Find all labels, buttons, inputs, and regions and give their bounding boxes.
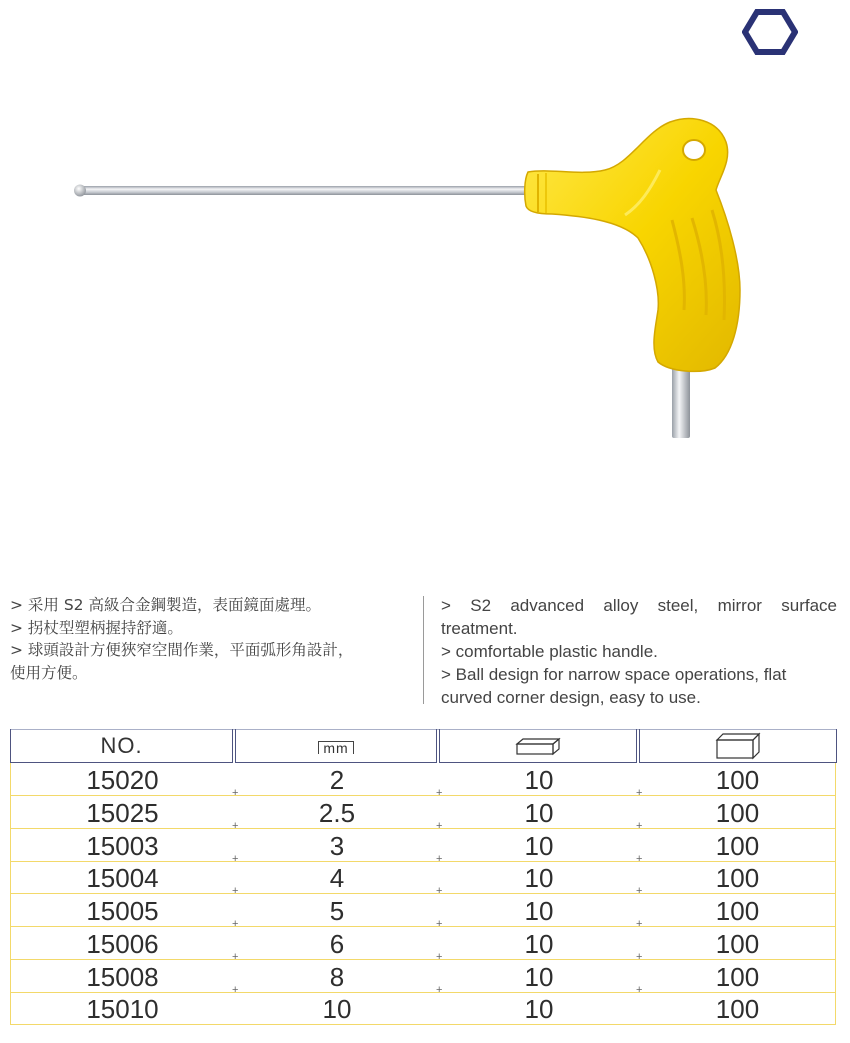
grid-plus-mark: + xyxy=(232,918,239,930)
header-mm-label: mm xyxy=(318,741,353,754)
header-inner-box xyxy=(439,729,637,763)
desc-en-line: > S2 advanced alloy steel, mirror surface xyxy=(441,596,837,615)
cell-mm: 6 xyxy=(329,928,345,959)
desc-en-line: curved corner design, easy to use. xyxy=(441,688,701,707)
cell-mm: 8 xyxy=(329,961,345,992)
desc-zh-line: > 球頭設計方便狹窄空間作業，平面弧形角設計， xyxy=(10,641,354,659)
cell-no: 15006 xyxy=(86,928,159,959)
desc-zh-line: 使用方便。 xyxy=(10,663,88,682)
grid-plus-mark: + xyxy=(232,852,239,865)
table-row xyxy=(10,861,836,898)
grid-plus-mark: + xyxy=(436,983,443,996)
table-row xyxy=(10,960,836,996)
cell-mm: 2 xyxy=(329,765,345,795)
cell-inner: 10 xyxy=(524,994,554,1025)
cell-inner: 10 xyxy=(524,896,554,926)
table-row xyxy=(10,763,836,799)
header-outer-carton xyxy=(639,729,837,763)
table-row xyxy=(10,829,836,865)
cell-inner: 10 xyxy=(524,928,554,959)
cell-outer: 100 xyxy=(715,928,760,959)
cell-no: 15004 xyxy=(86,863,159,894)
header-no xyxy=(10,729,233,763)
grid-plus-mark: + xyxy=(636,950,643,963)
hexagon-icon xyxy=(742,8,798,56)
cell-outer: 100 xyxy=(715,994,760,1025)
column-divider xyxy=(423,596,424,704)
grid-plus-mark: + xyxy=(636,918,643,930)
spec-table xyxy=(10,729,836,1025)
grid-plus-mark: + xyxy=(436,852,443,865)
table-row xyxy=(10,894,836,930)
cell-mm: 2.5 xyxy=(318,797,356,828)
cell-no: 15005 xyxy=(86,896,159,926)
grid-plus-mark: + xyxy=(636,787,643,799)
cell-mm: 5 xyxy=(329,896,345,926)
grid-plus-mark: + xyxy=(232,885,239,898)
desc-en-line: treatment. xyxy=(441,619,518,638)
cell-mm: 4 xyxy=(329,863,345,894)
cell-no: 15003 xyxy=(86,830,159,861)
desc-zh-line: > 采用 S2 高級合金鋼製造，表面鏡面處理。 xyxy=(10,596,321,614)
cell-inner: 10 xyxy=(524,961,554,992)
cell-outer: 100 xyxy=(715,797,760,828)
grid-plus-mark: + xyxy=(436,787,443,799)
grid-plus-mark: + xyxy=(436,819,443,832)
header-mm xyxy=(235,729,437,763)
cell-outer: 100 xyxy=(715,896,760,926)
outer-carton-icon xyxy=(715,732,761,760)
table-row xyxy=(10,796,836,832)
grid-plus-mark: + xyxy=(636,983,643,996)
grid-plus-mark: + xyxy=(636,885,643,898)
cell-inner: 10 xyxy=(524,797,554,828)
table-row xyxy=(10,927,836,963)
desc-zh-line: > 拐杖型塑柄握持舒適。 xyxy=(10,618,183,637)
cell-no: 15010 xyxy=(86,994,159,1025)
grid-plus-mark: + xyxy=(636,819,643,832)
cell-mm: 10 xyxy=(322,994,352,1025)
cell-inner: 10 xyxy=(524,830,554,861)
cell-no: 15020 xyxy=(86,765,159,795)
grid-plus-mark: + xyxy=(232,819,239,832)
grid-plus-mark: + xyxy=(636,852,643,865)
cell-inner: 10 xyxy=(524,765,554,795)
t-handle-hex-key-image xyxy=(60,110,760,450)
desc-en-line: > Ball design for narrow space operations, flat xyxy=(441,665,787,684)
grid-plus-mark: + xyxy=(232,983,239,996)
cell-no: 15008 xyxy=(86,961,159,992)
cell-outer: 100 xyxy=(715,765,760,795)
grid-plus-mark: + xyxy=(232,950,239,963)
header-no-label: NO. xyxy=(100,732,143,758)
cell-no: 15025 xyxy=(86,797,159,828)
grid-plus-mark: + xyxy=(436,918,443,930)
grid-plus-mark: + xyxy=(436,885,443,898)
cell-mm: 3 xyxy=(329,830,345,861)
table-row xyxy=(10,992,836,1025)
description-chinese xyxy=(10,594,405,684)
cell-outer: 100 xyxy=(715,863,760,894)
grid-plus-mark: + xyxy=(232,787,239,799)
cell-outer: 100 xyxy=(715,961,760,992)
cell-outer: 100 xyxy=(715,830,760,861)
grid-plus-mark: + xyxy=(436,950,443,963)
cell-inner: 10 xyxy=(524,863,554,894)
desc-en-line: > comfortable plastic handle. xyxy=(441,642,658,661)
inner-box-icon xyxy=(515,736,561,756)
description-english xyxy=(441,594,837,709)
